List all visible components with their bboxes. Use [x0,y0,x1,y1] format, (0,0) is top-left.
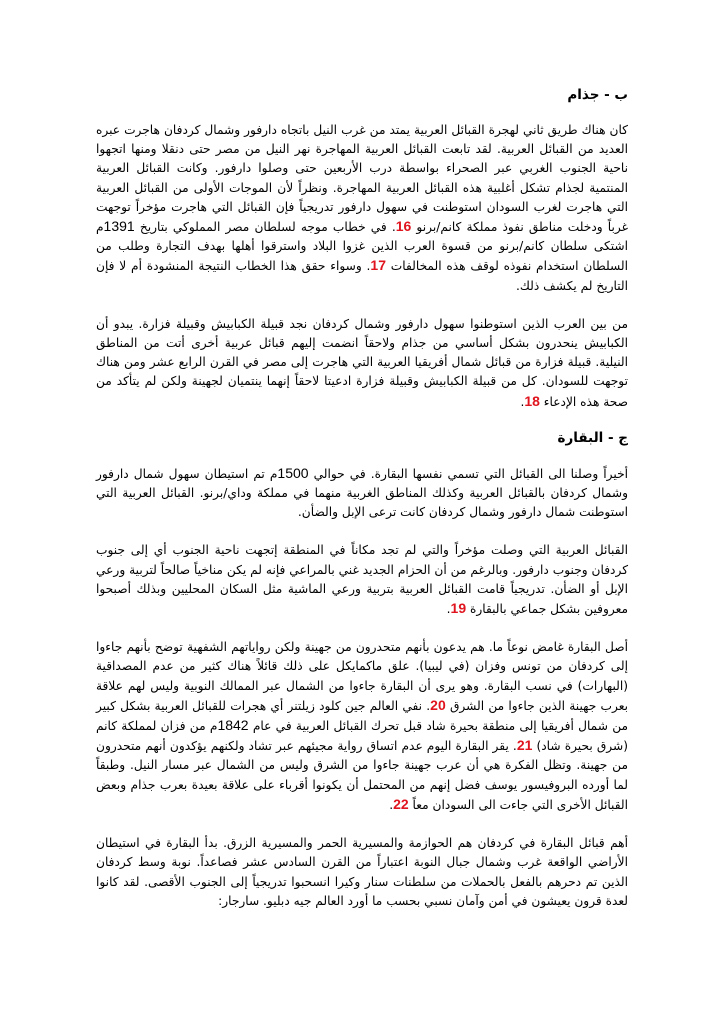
paragraph-baggara-origin [96,638,628,815]
paragraph-kababish-fazara [96,315,628,412]
footnote-ref-21: 21 [516,737,533,754]
text-run: م اشتكى سلطان كانم/برنو من قسوة العرب الذين غزوا البلاد واسترقوا أهلها بهدف التجارة وطلب من السلطان استخدام نفوذه لوقف هذه المخالفات [96,220,628,274]
text-run: . [520,394,525,409]
paragraph-judham-migration [96,121,628,296]
text-run: كان هناك طريق ثاني لهجرة القبائل العربية يمتد من غرب النيل باتجاه دارفور وشمال كردفان هاجرت عبره العديد من القبائل العربية. لقد تابعت القبائل العربية المهاجرة نهر النيل من مصر حتى دنقلا ومنها اتجهوا ناحية الجنوب الغربي عبر الصحراء بواسطة درب الأربعين حتى وصلوا دارفور. وكانت القبائل العربية المنتمية لجذام تشكل أغلبية هذه القبائل العربية المهاجرة. ونظراً لأن الموجات الأولى من القبائل العربية التي هاجرت لغرب السودان استوطنت في سهول دارفور تدريجياً فإن القبائل التي هاجرت مؤخراً توجهت غرباً ودخلت مناطق نفوذ مملكة كانم/برنو [96,123,628,235]
text-run: م تم استيطان سهول شمال دارفور وشمال كردفان بالقبائل العربية وكذلك المناطق الغربية منهما في مملكة وداي/برنو. القبائل العربية التي استوطنت شمال دارفور وشمال كردفان كانت ترعى الإبل والضأن. [96,466,628,520]
text-run: . يقر البقارة اليوم عدم اتساق رواية مجيئهم عبر تشاد ولكنهم يؤكدون أنهم متحدرون من جهينة. وتظل الفكرة هي أن عرب جهينة جاءوا من الشرق وليس من الشمال عبر مسار النيل. وطبقاً لما أورده البروفيسور يوسف فضل إنهم من المحتمل أن يكونوا أقرباء على علاقة بعيدة بعرب جذام وبعض القبائل الأخرى التي جاءت الى السودان معاً [96,739,628,812]
footnote-ref-18: 18 [524,392,540,409]
year-1842: 1842 [217,717,249,734]
paragraph-southern-tribes [96,541,628,619]
text-run: م من فزان لمملكة كانم (شرق بحيرة شاد) [96,719,628,754]
text-run: القبائل العربية التي وصلت مؤخراً والتي لم تجد مكاناً في المنطقة إتجهت ناحية الجنوب أي إلى جنوب كردفان وجنوب دارفور. وبالرغم من أن الحزام الجديد غني بالمراعي فإنه لم يكن مناخياً صالحاً لتربية ورعي الإبل أو الضأن. تدريجياً قامت القبائل العربية بتربية ورعي الماشية مثل السكان المحليين وبذلك أصبحوا معروفين بشكل جماعي بالبقارة [96,543,628,617]
footnote-ref-17: 17 [370,257,386,274]
paragraph-baggara-tribes-kordofan [96,834,628,911]
text-run: أصل البقارة غامض نوعاً ما. هم يدعون بأنهم متحدرون من جهينة ولكن رواياتهم الشفهية توضح بأنهم جاءوا إلى كردفان من تونس وفزان (في ليبيا). علق ماكمايكل على ذلك قائلاً هناك كثير من عدم المصداقية (البهارات) في نسب البقارة. وهو يرى أن البقارة جاءوا من الشمال عبر الممالك النوبية وليس لهم علاقة بعرب جهينة الذين جاءوا من الشرق [96,640,628,713]
text-run: . نفي العالم جين كلود زيلتنر أي هجرات للقبائل العربية بشكل كبير من شمال أفريقيا إلى منطقة بحيرة شاد قبل تحرك القبائل العربية في عام [96,698,628,734]
document-body [96,86,628,911]
text-run: . في خطاب موجه لسلطان مصر المملوكي بتاريخ [134,220,396,235]
year-1391: 1391 [103,218,135,235]
paragraph-baggara-arrival [96,464,628,523]
section-heading-judham: ب - جذام [567,87,628,103]
text-run: . [389,797,394,812]
text-run: أهم قبائل البقارة في كردفان هم الحوازمة والمسيرية الحمر والمسيرية الزرق. بدأ البقارة في استيطان الأراضي الواقعة غرب وشمال جبال النوبة اعتباراً من القرن السادس عشر فصاعداً. نوبة وسط كردفان الذين تم دحرهم بالفعل بالحملات من سلطنات سنار وكيرا انسحبوا تدريجياً إلى الجنوب الأقصى. لقد كانوا لعدة قرون يعيشون في أمن وآمان نسبي بحسب ما أورد العالم جيه دبليو. سارجار: [96,836,628,908]
text-run: . [446,602,451,617]
footnote-ref-19: 19 [450,600,467,617]
year-1500: 1500 [277,464,309,481]
text-run: أخيراً وصلنا الى القبائل التي تسمي نفسها البقارة. في حوالي [308,466,628,481]
section-heading-baggara: ج - البقارة [557,429,628,446]
text-run: من بين العرب الذين استوطنوا سهول دارفور وشمال كردفان نجد قبيلة الكبابيش وقبيلة فزارة. يبدو أن الكبابيش ينحدرون بشكل أساسي من جذام ولاحقاً انضمت إليهم قبائل عربية أخرى أتت من المناطق النيلية. قبيلة فزارة من قبائل شمال أفريقيا العربية التي هاجرت إلى مصر في القرن الرابع عشر ومن هناك توجهت للسودان. كل من قبيلة الكبابيش وقبيلة فزارة ادعيتا لاحقاً إنهما ينتميان لجهينة ولكن لم يتأكد من صحة هذه الإدعاء [96,316,628,409]
footnote-ref-22: 22 [393,795,409,812]
footnote-ref-16: 16 [395,218,412,235]
text-run: . وسواء حقق هذا الخطاب النتيجة المنشودة أم لا فإن التاريخ لم يكشف ذلك. [96,259,628,293]
footnote-ref-20: 20 [430,696,446,713]
